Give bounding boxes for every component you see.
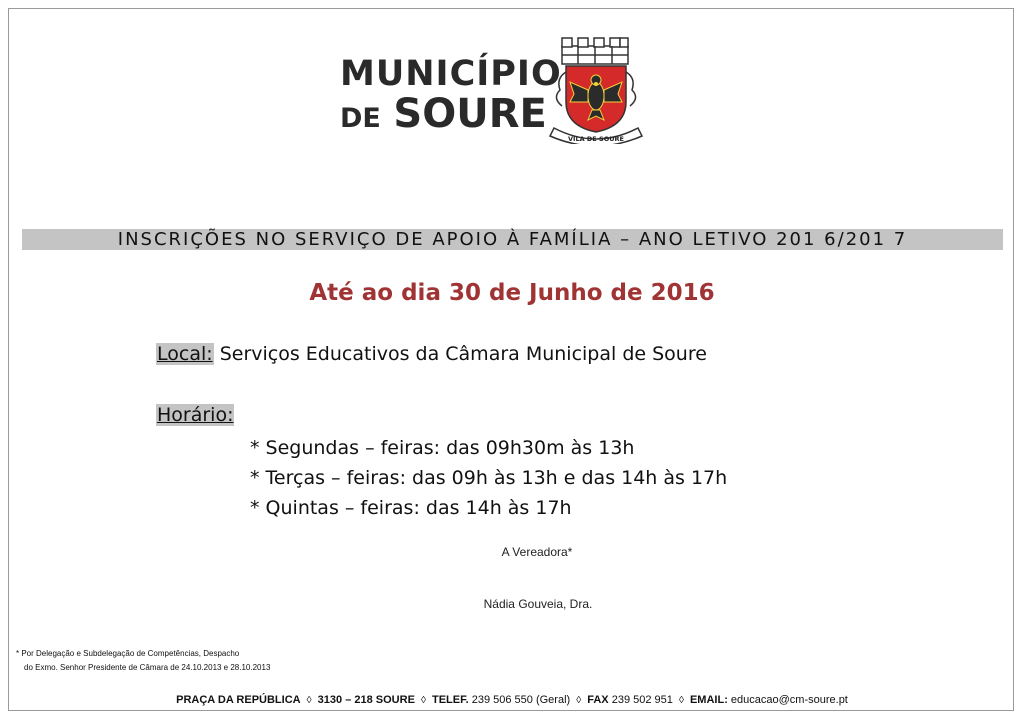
municipio-logo	[340, 54, 562, 139]
footer-tel-value: 239 506 550 (Geral)	[471, 694, 571, 706]
mural-crown-icon	[562, 38, 628, 64]
local-line	[156, 343, 707, 365]
footnote-line-2: do Exmo. Senhor Presidente de Câmara de 24.10.2013 e 28.10.2013	[24, 663, 271, 672]
signature-name: Nádia Gouveia, Dra.	[483, 597, 593, 611]
contact-footer	[0, 694, 1024, 706]
signature-role: A Vereadora*	[501, 545, 573, 559]
eagle-eye-icon	[594, 82, 598, 86]
horario-heading	[156, 404, 234, 426]
footer-fax-value: 239 502 951	[611, 694, 673, 706]
logo-word-soure: SOURE	[393, 91, 547, 137]
footer-address: PRAÇA DA REPÚBLICA	[176, 694, 301, 706]
schedule-list	[250, 433, 727, 523]
footer-separator: ◊	[678, 695, 684, 706]
local-value: Serviços Educativos da Câmara Municipal de Soure	[219, 343, 707, 365]
coat-of-arms-icon	[548, 32, 656, 144]
mantling-left-icon	[556, 72, 566, 106]
footnote	[16, 647, 270, 675]
local-label: Local:	[157, 343, 213, 365]
footer-email-link[interactable]: educacao@cm-soure.pt	[730, 694, 848, 706]
logo-word-de: DE	[340, 103, 381, 134]
horario-label: Horário:	[157, 404, 234, 426]
footer-separator: ◊	[576, 695, 582, 706]
footer-email-label: EMAIL:	[689, 694, 728, 706]
footer-separator: ◊	[420, 695, 426, 706]
schedule-item: * Segundas – feiras: das 09h30m às 13h	[250, 437, 635, 459]
footer-tel-label: TELEF.	[431, 694, 469, 706]
schedule-item: * Terças – feiras: das 09h às 13h e das 14h às 17h	[250, 467, 728, 489]
deadline-text: Até ao dia 30 de Junho de 2016	[309, 280, 715, 306]
footnote-line-1: * Por Delegação e Subdelegação de Competências, Despacho	[16, 649, 240, 658]
mantling-right-icon	[626, 72, 636, 106]
logo-line-municipio: MUNICÍPIO	[340, 54, 562, 94]
footer-fax-label: FAX	[587, 694, 609, 706]
footer-separator: ◊	[306, 695, 312, 706]
notice-title: INSCRIÇÕES NO SERVIÇO DE APOIO À FAMÍLIA – ANO LETIVO 201 6/201 7	[22, 229, 1003, 250]
footer-postal: 3130 – 218 SOURE	[317, 694, 415, 706]
schedule-item: * Quintas – feiras: das 14h às 17h	[250, 497, 572, 519]
logo-line-de-soure	[340, 91, 562, 139]
crest-label: VILA DE SOURE	[568, 135, 624, 143]
